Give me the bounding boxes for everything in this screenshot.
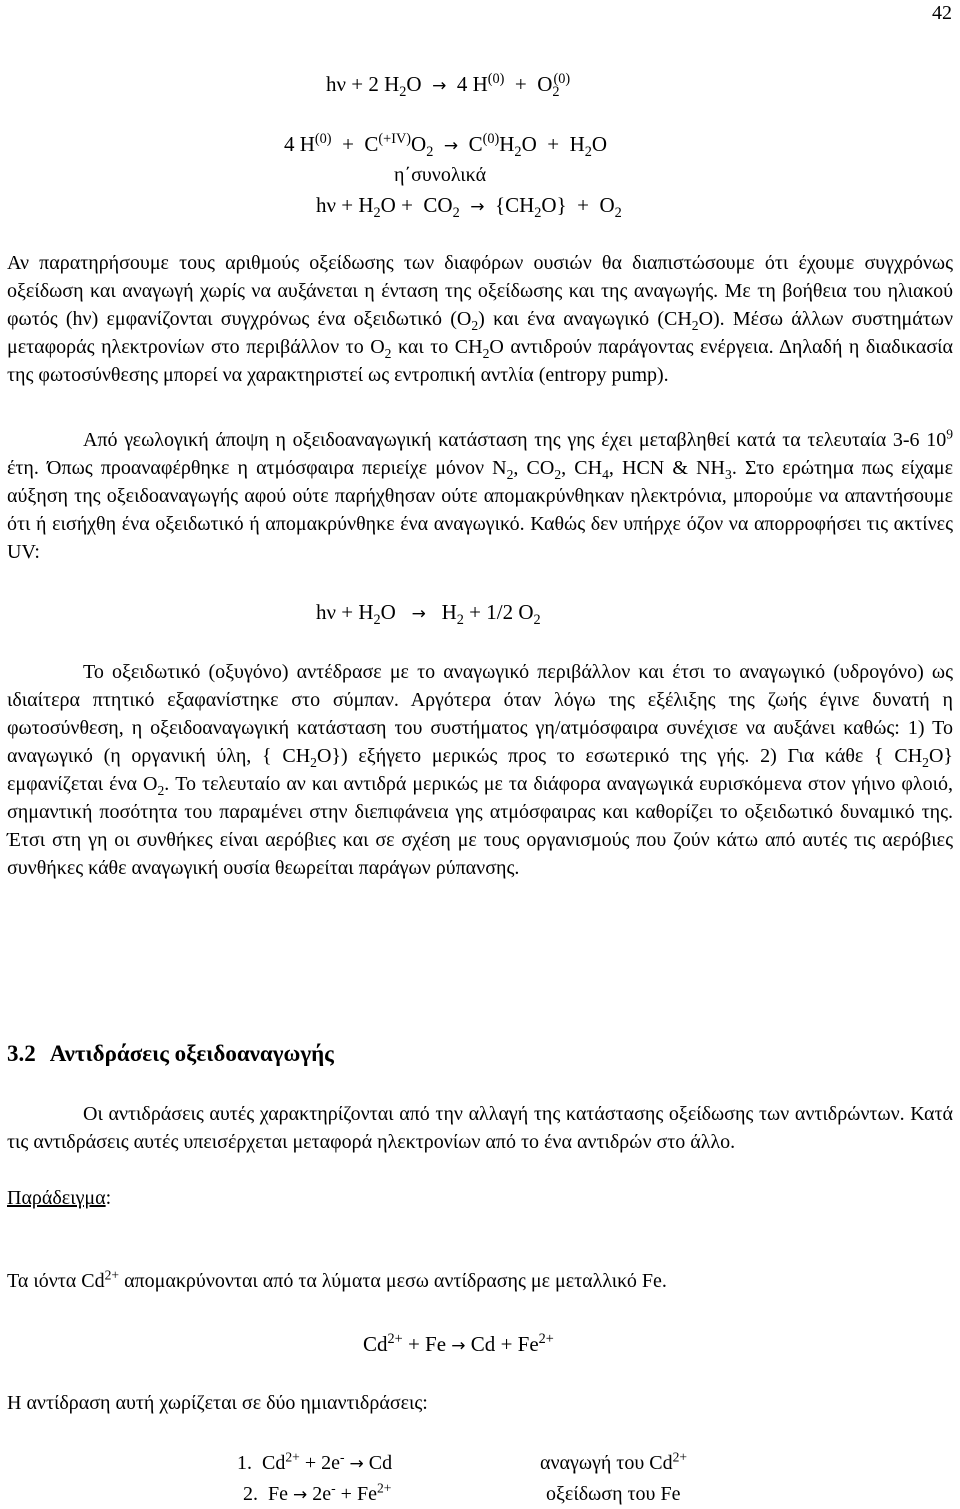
section-title: Αντιδράσεις οξειδοαναγωγής: [49, 1041, 334, 1066]
equation-water-photolysis: $h\nu + H_2O$ → $H_2 + 1/2$ $O_2$: [316, 600, 541, 629]
equation-photolysis: hν + 2 $H_2O \to 4$ $H^{(0)} + O_2^{(0)}$: [326, 71, 571, 101]
equation-carbon-reduction: 4 $H^{(0)} + C^{(+IV)}O_2 \to C^{(0)}H_2O + H_2O$: [284, 131, 608, 161]
section-number: 3.2: [7, 1041, 36, 1066]
page-number: 42: [932, 2, 952, 24]
half-reaction-intro: Η αντίδραση αυτή χωρίζεται σε δύο ημιαντιδράσεις:: [7, 1392, 428, 1414]
overall-label: η΄συνολικά: [394, 164, 487, 186]
arrow-icon: →: [470, 197, 485, 217]
ion-removal-sentence: Τα ιόντα $Cd^{2+}$ απομακρύνονται από τα λύματα μεσω αντίδρασης με μεταλλικό Fe.: [7, 1267, 667, 1292]
arrow-icon: →: [432, 76, 447, 96]
example-label: Παράδειγμα:: [7, 1187, 112, 1209]
section-intro-paragraph: Οι αντιδράσεις αυτές χαρακτηρίζονται από την αλλαγή της κατάστασης οξείδωσης των αντιδρώντων. Κατά τις αντιδράσεις αυτές υπεισέρχεται μεταφορά ηλεκτρονίων από το ένα αντιδρών στο άλλο.: [7, 1103, 953, 1153]
arrow-icon: →: [443, 136, 459, 156]
half-reaction-1-description: αναγωγή του $Cd^{2+}$: [540, 1449, 688, 1474]
arrow-icon: →: [293, 1485, 308, 1505]
arrow-icon: →: [411, 604, 426, 624]
section-heading: [7, 1041, 334, 1067]
equation-overall-photosynthesis: $h\nu + H_2O + CO_2 \to \{CH_2O\} + O_2$: [316, 193, 622, 222]
half-reaction-1: 1. $Cd^{2+} + 2e^- \to Cd$: [237, 1449, 393, 1474]
equation-cd-fe: $Cd^{2+} + Fe \to Cd + Fe^{2+}$: [363, 1331, 554, 1356]
paragraph-oxidation-intro: Αν παρατηρήσουμε τους αριθμούς οξείδωσης των διαφόρων ουσιών θα διαπιστώσουμε ότι έχουμε συγχρόνως οξείδωση και αναγωγή χωρίς να αυξάνεται η ένταση της οξείδωσης και της αναγωγής. Με τη βοήθεια του ηλιακού φωτός (hν) εμφανίζονται συγχρόνως ένα οξειδωτικό $(O_2)$ και ένα αναγωγικό $(CH_2O)$. Μέσω άλλων συστημάτων μεταφοράς ηλεκτρονίων στο περιβάλλον το $O_2$ και το $CH_2O$ αντιδρούν παράγοντας ενέργεια. Δηλαδή η διαδικασία της φωτοσύνθεσης μπορεί να χαρακτηριστεί ως εντροπική αντλία (entropy pump).: [7, 252, 953, 386]
arrow-icon: →: [451, 1336, 466, 1356]
half-reaction-2: 2. $Fe \to 2e^- + Fe^{2+}$: [243, 1480, 392, 1505]
half-reaction-2-description: οξείδωση του Fe: [546, 1483, 681, 1505]
paragraph-oxidant-evolution: Το οξειδωτικό (οξυγόνο) αντέδρασε με το αναγωγικό περιβάλλον και έτσι το αναγωγικό (υδρογόνο) ως ιδιαίτερα πτητικό εξαφανίστηκε στο σύμπαν. Αργότερα όταν λόγω της εξέλιξης της ζωής έγινε δυνατή η φωτοσύνθεση, η οξειδοαναγωγική κατάσταση του συστήματος γη/ατμόσφαιρα συνέχισε να αυξάνει καθώς: 1) Το αναγωγικό (η οργανική ύλη, { $CH_2O$}) εξήγετο μερικώς προς το εσωτερικό της γής. 2) Για κάθε { $CH_2O$} εμφανίζεται ένα $O_2$. Το τελευταίο αν και αντιδρά μερικώς με τα διάφορα αναγωγικά ευρισκόμενα στον γήινο φλοιό, σημαντική ποσότητα του παραμένει στην διεπιφάνεια γης ατμόσφαιρας και καθορίζει το οξειδωτικό δυναμικό της. Έτσι στη γη οι συνθήκες είναι αερόβιες και σε σχέση με τους οργανισμούς που ζούν κάτω από αυτές τις αερόβιες συνθήκες κάθε αναγωγική ουσία θεωρείται παράγων ρύπανσης.: [7, 661, 953, 879]
paragraph-geological: Από γεωλογική άποψη η οξειδοαναγωγική κατάσταση της γης έχει μεταβληθεί κατά τα τελευταία 3-6 $10^9$ έτη. Όπως προαναφέρθηκε η ατμόσφαιρα περιείχε μόνον $N_2$, $CO_2$, $CH_4$, HCN & $NH_3$. Στο ερώτημα πως είχαμε αύξηση της οξειδοαναγωγής αφού ούτε παρήχθησαν ούτε απομακρύνθηκαν ηλεκτρόνια, μπορούμε να απαντήσουμε ότι ή εισήχθη ένα οξειδωτικό ή απομακρύνθηκε ένα αναγωγικό. Καθώς δεν υπήρχε όζον να απορροφήσει τις ακτίνες UV:: [7, 426, 953, 563]
arrow-icon: →: [349, 1454, 364, 1474]
